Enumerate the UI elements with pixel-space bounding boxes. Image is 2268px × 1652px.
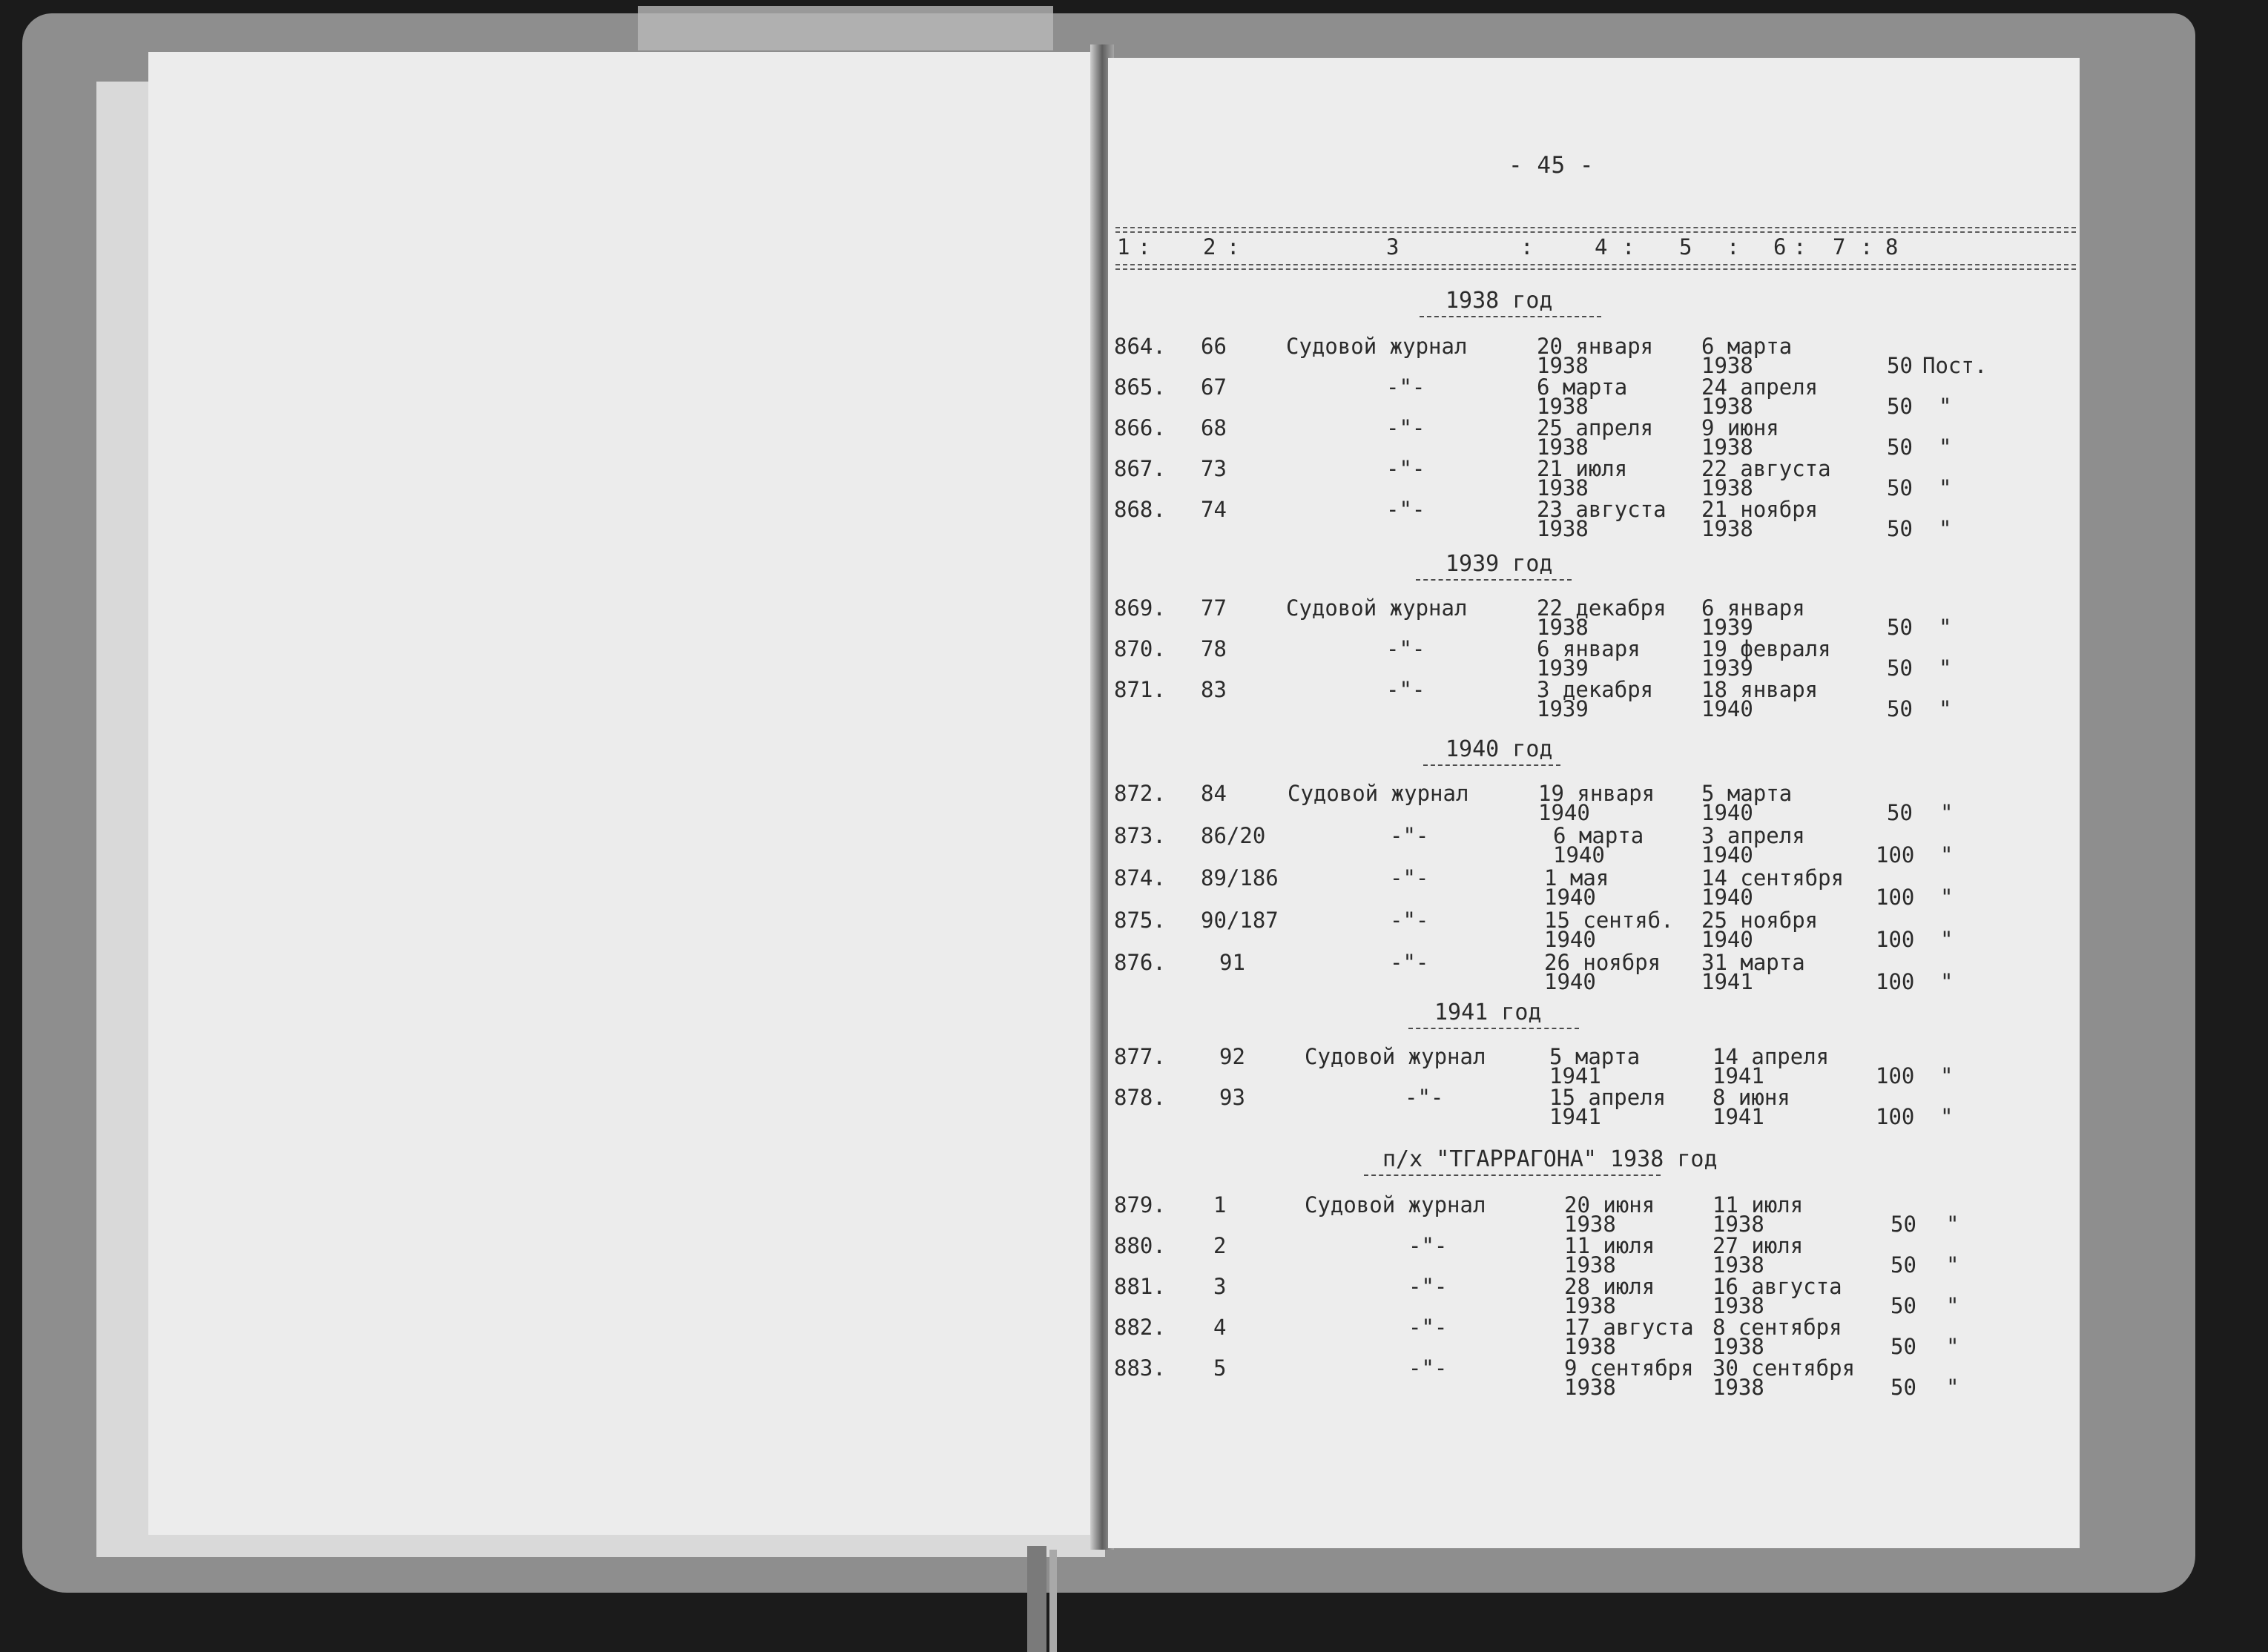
column-separator: : [1520,234,1534,260]
end-date-day: 21 ноября [1701,497,1819,522]
table-row [1108,825,2080,867]
column-separator: : [1622,234,1635,260]
start-date-day: 5 марта [1549,1044,1641,1069]
sheet-count: 100 [1876,842,1915,868]
record-number: 866. [1114,415,1166,440]
sheet-count: 50 [1890,1375,1916,1400]
record-title: -"- [1386,374,1425,400]
record-number: 867. [1114,456,1166,481]
start-date-day: 22 декабря [1537,595,1667,621]
record-title: -"- [1386,497,1425,522]
start-date-day: 1 мая [1544,865,1609,891]
column-separator: : [1860,234,1873,260]
start-date-year: 1940 [1544,969,1596,994]
record-title: Судовой журнал [1286,595,1468,621]
end-date-year: 1940 [1701,800,1753,825]
record-number: 877. [1114,1044,1166,1069]
storage-term: " [1946,1375,1959,1400]
record-number: 882. [1114,1315,1166,1340]
start-date-day: 20 января [1537,334,1654,359]
record-number: 875. [1114,908,1166,933]
record-title: Судовой журнал [1288,781,1469,806]
record-title: -"- [1386,677,1425,702]
table-row [1108,1087,2080,1129]
section-heading: 1941 год [1434,1000,1542,1025]
column-header-row [1108,236,2080,262]
column-header: 7 [1833,234,1846,260]
section-heading: 1938 год [1445,288,1553,314]
storage-unit-number: 93 [1219,1085,1245,1110]
end-date-day: 9 июня [1701,415,1779,440]
storage-term: " [1940,1104,1954,1129]
sheet-count: 100 [1876,885,1915,910]
start-date-day: 20 июня [1564,1192,1655,1217]
section-heading-underline [1423,764,1560,766]
end-date-year: 1939 [1701,655,1753,681]
start-date-day: 6 марта [1553,823,1644,848]
start-date-year: 1940 [1544,885,1596,910]
storage-unit-number: 66 [1201,334,1227,359]
record-title: -"- [1390,823,1429,848]
record-title: -"- [1390,908,1429,933]
sheet-count: 100 [1876,927,1915,952]
start-date-day: 28 июля [1564,1274,1655,1299]
spine-tape [638,6,1053,50]
storage-unit-number: 86/20 [1201,823,1266,848]
start-date-year: 1940 [1538,800,1590,825]
table-row [1108,952,2080,994]
storage-unit-number: 91 [1219,950,1245,975]
record-number: 878. [1114,1085,1166,1110]
start-date-year: 1939 [1537,655,1589,681]
record-number: 881. [1114,1274,1166,1299]
storage-term: " [1946,1252,1959,1278]
end-date-day: 18 января [1701,677,1819,702]
sheet-count: 50 [1890,1212,1916,1237]
storage-term: " [1940,842,1954,868]
storage-term: Пост. [1922,353,1988,378]
section-heading: 1939 год [1445,551,1553,577]
record-title: -"- [1405,1085,1444,1110]
storage-term: " [1946,1334,1959,1359]
storage-term: " [1939,696,1952,721]
storage-term: " [1940,927,1954,952]
column-header: 8 [1885,234,1899,260]
sheet-count: 50 [1890,1293,1916,1318]
sheet-count: 100 [1876,1104,1915,1129]
start-date-year: 1941 [1549,1063,1601,1088]
record-title: Судовой журнал [1286,334,1468,359]
header-rule-top [1115,227,2076,233]
sheet-count: 50 [1887,696,1913,721]
column-header: 4 [1595,234,1608,260]
record-title: -"- [1386,456,1425,481]
end-date-year: 1938 [1701,435,1753,460]
end-date-year: 1941 [1712,1104,1764,1129]
bookmark-ribbon [1027,1546,1046,1652]
table-row [1108,499,2080,541]
end-date-year: 1938 [1701,516,1753,541]
start-date-day: 3 декабря [1537,677,1654,702]
start-date-day: 25 апреля [1537,415,1654,440]
sheet-count: 50 [1887,475,1913,500]
storage-term: " [1946,1293,1959,1318]
header-rule-bottom [1115,264,2076,270]
section-heading: 1940 год [1445,736,1553,762]
record-number: 869. [1114,595,1166,621]
storage-term: " [1946,1212,1959,1237]
start-date-day: 15 апреля [1549,1085,1667,1110]
storage-unit-number: 1 [1213,1192,1227,1217]
record-title: -"- [1386,636,1425,661]
storage-term: " [1939,516,1952,541]
table-row [1108,336,2080,377]
record-number: 874. [1114,865,1166,891]
end-date-year: 1938 [1712,1252,1764,1278]
record-number: 870. [1114,636,1166,661]
table-row [1108,783,2080,825]
storage-unit-number: 77 [1201,595,1227,621]
table-row [1108,595,2080,640]
start-date-day: 21 июля [1537,456,1628,481]
start-date-day: 17 августа [1564,1315,1694,1340]
column-header: 6 [1773,234,1787,260]
end-date-year: 1938 [1701,475,1753,500]
record-number: 872. [1114,781,1166,806]
start-date-year: 1938 [1537,475,1589,500]
start-date-year: 1938 [1564,1293,1616,1318]
storage-unit-number: 5 [1213,1355,1227,1381]
start-date-year: 1940 [1553,842,1605,868]
storage-term: " [1940,1063,1954,1088]
end-date-day: 8 июня [1712,1085,1790,1110]
storage-unit-number: 74 [1201,497,1227,522]
record-title: -"- [1390,950,1429,975]
record-title: -"- [1386,415,1425,440]
record-title: -"- [1408,1274,1448,1299]
end-date-day: 3 апреля [1701,823,1805,848]
end-date-year: 1940 [1701,696,1753,721]
start-date-year: 1938 [1537,394,1589,419]
table-row [1108,679,2080,721]
start-date-day: 6 января [1537,636,1641,661]
table-row [1108,458,2080,500]
storage-unit-number: 67 [1201,374,1227,400]
bookmark-thread [1049,1550,1057,1652]
end-date-day: 16 августа [1712,1274,1842,1299]
sheet-count: 50 [1887,435,1913,460]
section-heading-underline [1420,316,1601,317]
end-date-year: 1938 [1701,353,1753,378]
end-date-year: 1940 [1701,885,1753,910]
end-date-year: 1940 [1701,842,1753,868]
end-date-day: 27 июля [1712,1233,1804,1258]
record-title: Судовой журнал [1305,1192,1486,1217]
table-row [1108,638,2080,680]
storage-unit-number: 68 [1201,415,1227,440]
end-date-day: 11 июля [1712,1192,1804,1217]
sheet-count: 50 [1887,800,1913,825]
end-date-day: 25 ноября [1701,908,1819,933]
sheet-count: 50 [1887,353,1913,378]
sheet-count: 50 [1887,394,1913,419]
start-date-year: 1938 [1537,353,1589,378]
start-date-year: 1939 [1537,696,1589,721]
storage-term: " [1940,885,1954,910]
sheet-count: 50 [1887,615,1913,640]
record-number: 883. [1114,1355,1166,1381]
storage-term: " [1939,394,1952,419]
end-date-year: 1941 [1712,1063,1764,1088]
section-heading-underline [1364,1174,1661,1176]
end-date-day: 6 марта [1701,334,1793,359]
record-number: 868. [1114,497,1166,522]
column-separator: : [1793,234,1807,260]
end-date-day: 8 сентября [1712,1315,1842,1340]
record-number: 879. [1114,1192,1166,1217]
sheet-count: 100 [1876,969,1915,994]
end-date-day: 31 марта [1701,950,1805,975]
right-page [1108,58,2080,1548]
storage-unit-number: 92 [1219,1044,1245,1069]
end-date-year: 1938 [1712,1375,1764,1400]
storage-term: " [1939,655,1952,681]
sheet-count: 50 [1890,1252,1916,1278]
end-date-year: 1941 [1701,969,1753,994]
storage-unit-number: 89/186 [1201,865,1279,891]
sheet-count: 50 [1887,516,1913,541]
record-number: 880. [1114,1233,1166,1258]
storage-term: " [1939,475,1952,500]
start-date-day: 9 сентября [1564,1355,1694,1381]
end-date-year: 1938 [1712,1293,1764,1318]
section-heading: п/х "ТГАРРАГОНА" 1938 год [1382,1146,1718,1172]
table-row [1108,1235,2080,1277]
storage-unit-number: 90/187 [1201,908,1279,933]
record-title: -"- [1408,1233,1448,1258]
start-date-year: 1941 [1549,1104,1601,1129]
column-header: 1 [1117,234,1130,260]
start-date-year: 1940 [1544,927,1596,952]
record-number: 865. [1114,374,1166,400]
end-date-year: 1940 [1701,927,1753,952]
storage-unit-number: 83 [1201,677,1227,702]
end-date-day: 14 сентября [1701,865,1845,891]
storage-unit-number: 3 [1213,1274,1227,1299]
start-date-year: 1938 [1537,615,1589,640]
end-date-year: 1938 [1701,394,1753,419]
start-date-year: 1938 [1564,1375,1616,1400]
table-row [1108,865,2080,910]
end-date-day: 14 апреля [1712,1044,1830,1069]
start-date-year: 1938 [1564,1212,1616,1237]
storage-unit-number: 73 [1201,456,1227,481]
end-date-day: 6 января [1701,595,1805,621]
table-row [1108,910,2080,951]
storage-term: " [1939,435,1952,460]
end-date-day: 24 апреля [1701,374,1819,400]
column-header: 5 [1679,234,1692,260]
table-row [1108,1192,2080,1237]
column-separator: : [1727,234,1740,260]
record-title: -"- [1390,865,1429,891]
section-heading-underline [1416,579,1572,581]
table-row [1108,1317,2080,1358]
record-number: 864. [1114,334,1166,359]
start-date-day: 15 сентяб. [1544,908,1674,933]
end-date-day: 19 февраля [1701,636,1831,661]
left-page-blank [148,52,1090,1535]
table-row [1108,1276,2080,1318]
page-number: - 45 - [1509,152,1594,179]
sheet-count: 50 [1890,1334,1916,1359]
record-number: 876. [1114,950,1166,975]
table-row [1108,1355,2080,1400]
record-number: 871. [1114,677,1166,702]
start-date-day: 19 января [1538,781,1655,806]
record-title: Судовой журнал [1305,1044,1486,1069]
start-date-year: 1938 [1537,435,1589,460]
storage-term: " [1940,800,1954,825]
table-row [1108,417,2080,459]
start-date-year: 1938 [1537,516,1589,541]
end-date-day: 5 марта [1701,781,1793,806]
end-date-day: 22 августа [1701,456,1831,481]
end-date-year: 1938 [1712,1334,1764,1359]
start-date-year: 1938 [1564,1334,1616,1359]
end-date-day: 30 сентября [1712,1355,1856,1381]
sheet-count: 100 [1876,1063,1915,1088]
storage-unit-number: 2 [1213,1233,1227,1258]
table-row [1108,1046,2080,1088]
column-header: 2 [1203,234,1216,260]
storage-unit-number: 84 [1201,781,1227,806]
storage-unit-number: 4 [1213,1315,1227,1340]
record-title: -"- [1408,1355,1448,1381]
start-date-day: 26 ноября [1544,950,1661,975]
start-date-day: 6 марта [1537,374,1628,400]
start-date-year: 1938 [1564,1252,1616,1278]
record-title: -"- [1408,1315,1448,1340]
column-separator: : [1227,234,1240,260]
storage-term: " [1940,969,1954,994]
table-row [1108,374,2080,419]
section-heading-underline [1408,1028,1579,1029]
start-date-day: 11 июля [1564,1233,1655,1258]
start-date-day: 23 августа [1537,497,1667,522]
storage-unit-number: 78 [1201,636,1227,661]
storage-term: " [1939,615,1952,640]
column-separator: : [1138,234,1151,260]
record-number: 873. [1114,823,1166,848]
end-date-year: 1939 [1701,615,1753,640]
column-header: 3 [1386,234,1400,260]
end-date-year: 1938 [1712,1212,1764,1237]
sheet-count: 50 [1887,655,1913,681]
